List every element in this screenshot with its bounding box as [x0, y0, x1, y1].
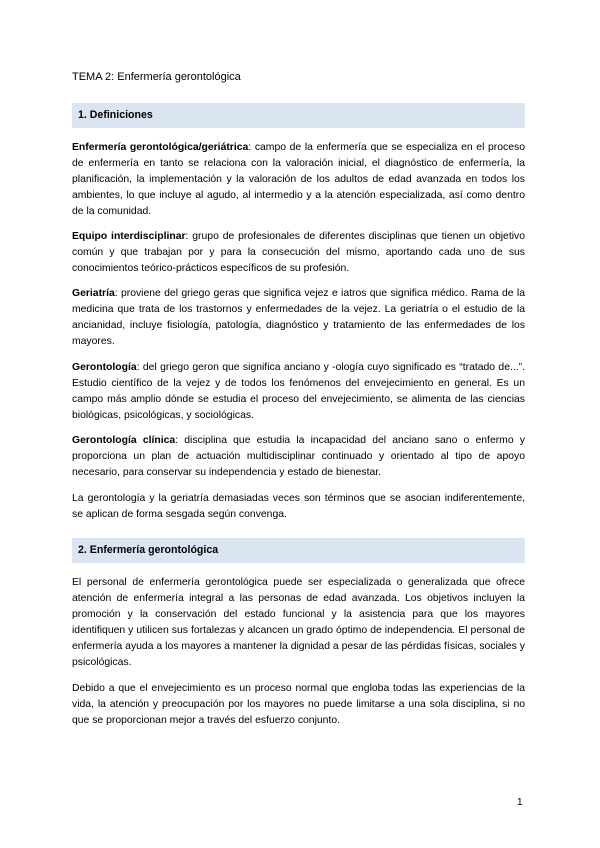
definition-text: : proviene del griego geras que significa vejez e iatros que significa médico. Rama de la medicina que trata de los trastornos y enfermedades de la vejez. La geriatría o el estudio de la ancianidad, incluye fisiología, patología, diagnóstico y tratamiento de las enfermedades de los mayores. [72, 288, 525, 347]
topic-title: TEMA 2: Enfermería gerontológica [72, 71, 241, 83]
definition-paragraph [72, 360, 525, 424]
page-number: 1 [517, 797, 523, 808]
definition-term: Enfermería gerontológica/geriátrica [72, 142, 249, 153]
definition-paragraph [72, 286, 525, 350]
paragraph-text: La gerontología y la geriatría demasiadas veces son términos que se asocian indiferentemente, se aplican de forma sesgada según convenga. [72, 493, 525, 520]
body-paragraph [72, 575, 525, 671]
closing-paragraph [72, 491, 525, 523]
paragraph-text: Debido a que el envejecimiento es un proceso normal que engloba todas las experiencias de la vida, la atención y preocupación por los mayores no puede limitarse a una sola disciplina, si no que se proporcionan mejor a través del esfuerzo conjunto. [72, 683, 525, 726]
section-heading-definiciones: 1. Definiciones [72, 103, 525, 128]
paragraph-text: El personal de enfermería gerontológica puede ser especializada o generalizada que ofrece atención de enfermería integral a las personas de edad avanzada. Los objetivos incluyen la promoción y la conservación del estado funcional y la asistencia para que los mayores identifiquen y utilicen sus fortalezas y alcancen un grado óptimo de independencia. El personal de enfermería ayuda a los mayores a mantener la dignidad a pesar de las pérdidas físicas, sociales y psicológicas. [72, 577, 525, 668]
definition-paragraph [72, 140, 525, 220]
definition-paragraph [72, 433, 525, 481]
definition-term: Gerontología clínica [72, 435, 176, 446]
definition-term: Geriatría [72, 288, 115, 299]
definition-text: : grupo de profesionales de diferentes disciplinas que tienen un objetivo común y que trabajan por y para la consecución del mismo, aportando cada uno de sus conocimientos teórico-prácticos específicos de su profesión. [72, 231, 526, 274]
definition-paragraph [72, 229, 525, 277]
definition-text: : disciplina que estudia la incapacidad del anciano sano o enfermo y proporciona un plan de actuación multidisciplinar continuado y orientado al tipo de apoyo necesario, para conservar su independencia y estado de bienestar. [72, 435, 525, 478]
definition-text: : campo de la enfermería que se especializa en el proceso de enfermería en tanto se relaciona con la valoración inicial, el diagnóstico de enfermería, la planificación, la implementación y la valoración de los adultos de edad avanzada en todos los ambientes, lo que incluye al agudo, al intermedio y a la atención especializada, así como dentro de la comunidad. [72, 142, 525, 217]
definition-term: Gerontología [72, 362, 137, 373]
definition-term: Equipo interdisciplinar [72, 231, 186, 242]
body-paragraph [72, 681, 525, 729]
definition-text: : del griego geron que significa anciano y -ología cuyo significado es “tratado de...”. Estudio científico de la vejez y de todos los fenómenos del envejecimiento en general. Es un campo más amplio dónde se estudia el proceso del envejecimiento, se alimenta de las ciencias biológicas, psicológicas, y sociológicas. [72, 362, 525, 421]
section-heading-enfermeria-gerontologica: 2. Enfermería gerontológica [72, 538, 525, 563]
